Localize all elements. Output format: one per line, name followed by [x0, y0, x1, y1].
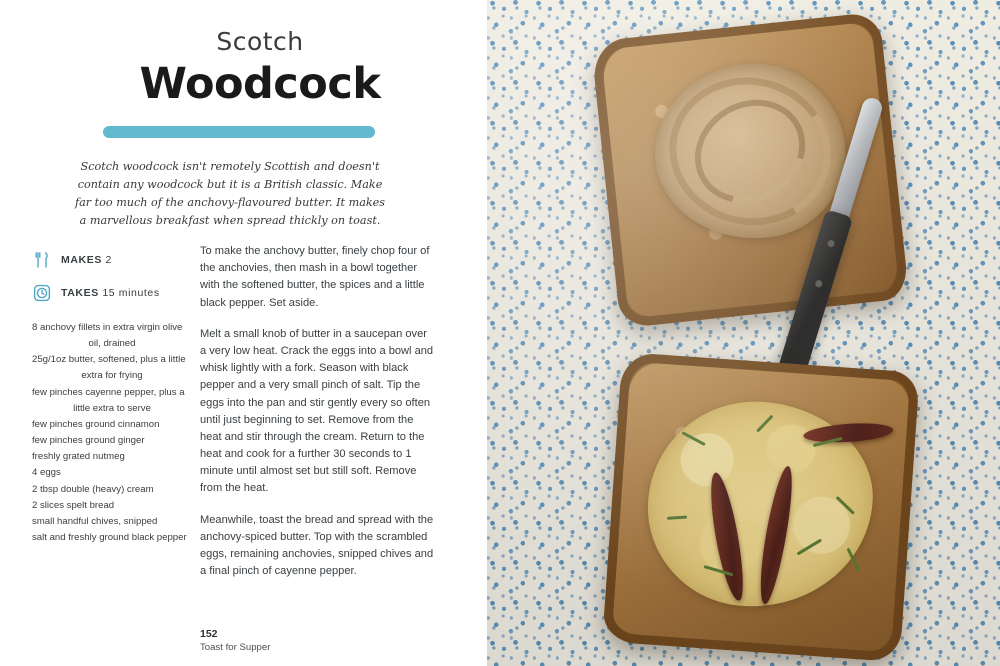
ingredient-item: little extra to serve: [73, 402, 151, 414]
ingredient-item: 2 slices spelt bread: [32, 499, 115, 511]
page-number: 152: [200, 628, 218, 640]
recipe-title-block: [60, 28, 460, 109]
method-steps: [200, 243, 435, 594]
recipe-intro-text: Scotch woodcock isn't remotely Scottish and doesn't contain any woodcock but it is a British classic. Make far too much of the anchovy-flavoured butter. It makes a marvellous breakfast when spread thickly on toast.: [74, 160, 386, 228]
ingredient-item: small handful chives, snipped: [32, 515, 158, 527]
recipe-text-page: [0, 0, 487, 666]
ingredient-item: oil, drained: [88, 338, 136, 350]
recipe-title-line1: Scotch: [216, 27, 304, 56]
ingredient-item: 2 tbsp double (heavy) cream: [32, 483, 154, 495]
ingredient-item: few pinches cayenne pepper, plus a: [32, 386, 185, 398]
meta-label-makes: MAKES 2: [61, 254, 112, 266]
recipe-meta-list: [32, 250, 192, 316]
cutlery-icon: [32, 250, 52, 270]
meta-row-makes: [32, 250, 192, 270]
photo-lighting-overlay: [487, 0, 1000, 666]
ingredient-item: few pinches ground ginger: [32, 435, 145, 447]
chapter-caption: Toast for Supper: [200, 642, 271, 653]
method-paragraph: Melt a small knob of butter in a saucepan over a very low heat. Crack the eggs into a bowl and whisk lightly with a fork. Season with black pepper and a very small pinch of salt. Tip the eggs into the pan and stir gently every so often until just beginning to set. Remove from the heat and stir through the cream. Return to the heat and cook for a further 30 seconds to 1 minute until almost set but still soft. Remove from the heat.: [200, 327, 434, 495]
ingredient-item: extra for frying: [81, 370, 143, 382]
recipe-title-line2: Woodcock: [139, 58, 381, 109]
ingredient-item: 8 anchovy fillets in extra virgin olive: [32, 322, 183, 333]
ingredients-list: [32, 320, 192, 546]
ingredient-item: 4 eggs: [32, 467, 61, 479]
meta-row-takes: [32, 283, 192, 303]
ingredient-item: salt and freshly ground black pepper: [32, 532, 187, 544]
clock-icon: [32, 283, 52, 303]
recipe-photo-page: [487, 0, 1000, 666]
method-paragraph: To make the anchovy butter, finely chop four of the anchovies, then mash in a bowl together with the softened butter, the spices and a little black pepper. Set aside.: [200, 245, 430, 309]
meta-label-takes: TAKES 15 minutes: [61, 287, 160, 299]
page-folio: [200, 628, 400, 653]
method-paragraph: Meanwhile, toast the bread and spread with the anchovy-spiced butter. Top with the scrambled eggs, remaining anchovies, snipped chives and a final pinch of cayenne pepper.: [200, 513, 434, 578]
title-divider-rule: [103, 126, 375, 138]
ingredient-item: freshly grated nutmeg: [32, 451, 125, 463]
ingredient-item: 25g/1oz butter, softened, plus a little: [32, 354, 186, 366]
ingredient-item: few pinches ground cinnamon: [32, 418, 160, 430]
